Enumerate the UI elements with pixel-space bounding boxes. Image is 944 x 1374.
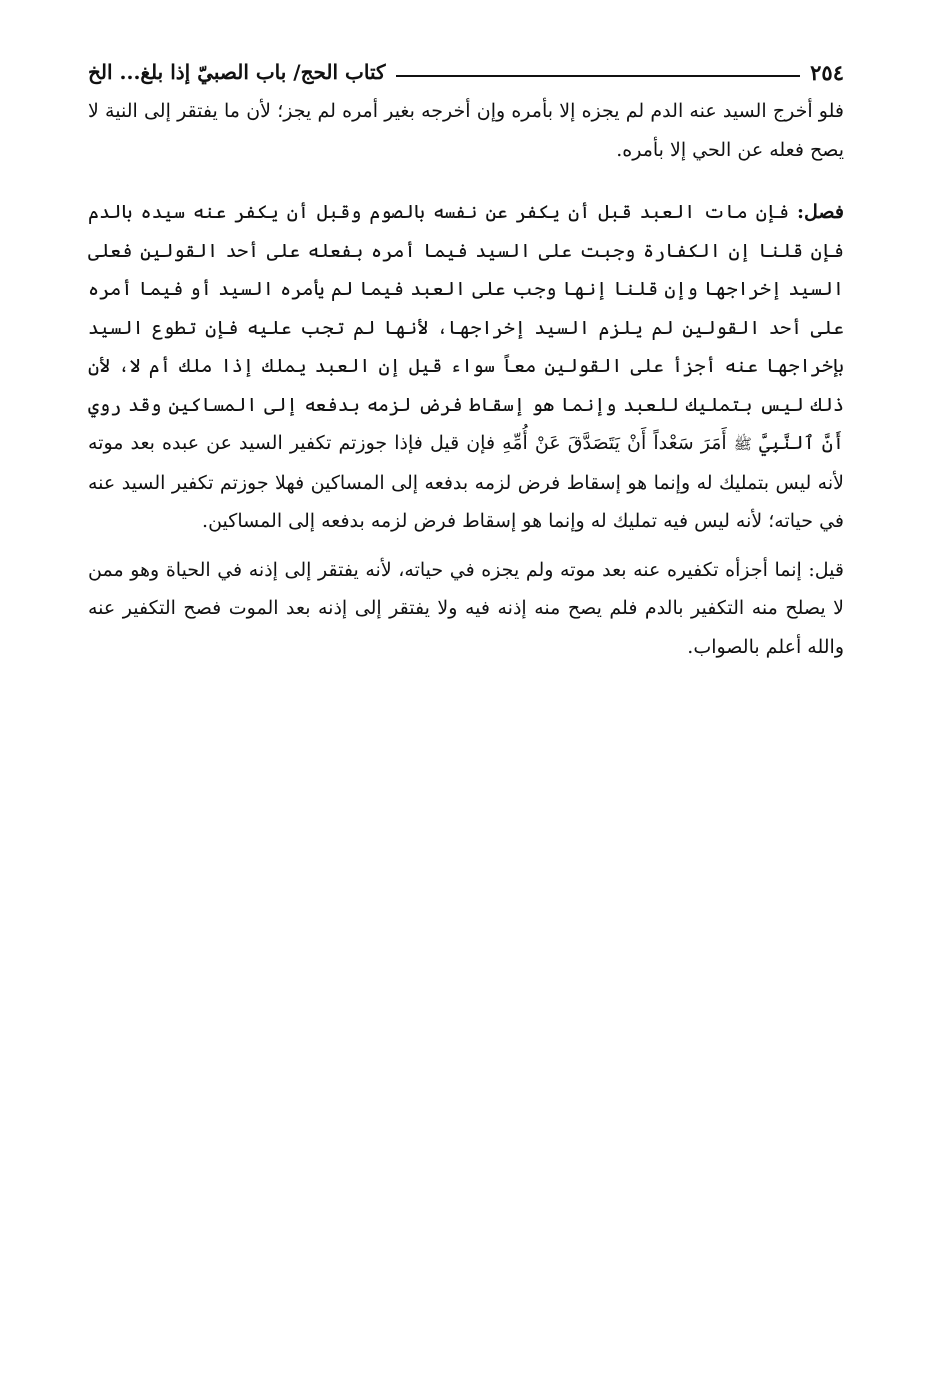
- salla-glyph: ﷺ: [733, 435, 752, 453]
- running-title: كتاب الحج/ باب الصبيّ إذا بلغ... الخ: [88, 60, 386, 84]
- page-number: ٢٥٤: [810, 59, 844, 85]
- paragraph-3: قيل: إنما أجزأه تكفيره عنه بعد موته ولم يجزه في حياته، لأنه يفتقر إلى إذنه في الحياة وهو ممن لا يصلح منه التكفير بالدم فلم يصح منه إذنه فيه ولا يفتقر إلى إذنه بعد الموت فصح التكفير عنه والله أعلم بالصواب.: [88, 558, 844, 658]
- page-header: [88, 52, 844, 92]
- hadith-quote: أَمَرَ سَعْداً أَنْ يَتَصَدَّقَ عَنْ أُمِّهِ: [502, 432, 734, 454]
- header-rule: [396, 75, 801, 77]
- paragraph-2-text-b: فإن قيل فإذا جوزتم تكفير السيد عن عبده بعد موته لأنه ليس بتمليك له وإنما هو إسقاط فرض لزمه بدفعه إلى المساكين فهلا جوزتم تكفير السيد عنه في حياته؛ لأنه ليس فيه تمليك له وإنما هو إسقاط فرض لزمه بدفعه إلى المساكين.: [88, 432, 844, 532]
- paragraph-1: فلو أخرج السيد عنه الدم لم يجزه إلا بأمره وإن أخرجه بغير أمره لم يجز؛ لأن ما يفتقر إلى النية لا يصح فعله عن الحي إلا بأمره.: [88, 100, 844, 161]
- page: [88, 52, 844, 666]
- paragraph-2-text-a: فإن مات العبد قبل أن يكفر عن نفسه بالصوم وقبل أن يكفر عنه سيده بالدم فإن قلنا إن الكفارة وجبت على السيد فيما أمره بفعله على أحد القولين فعلى السيد إخراجها وإن قلنا إنها وجب على العبد فيما لم يأمره السيد أو فيما أمره على أحد القولين لم يلزم السيد إخراجها، لأنها لم تجب عليه فإن تطوع السيد بإخراجها عنه أجزأ على القولين معاً سواء قيل إن العبد يملك إذا ملك أم لا، لأن ذلك ليس بتمليك للعبد وإنما هو إسقاط فرض لزمه بدفعه إلى المساكين وقد روي أَنَّ ٱلنَّبِيَّ: [88, 201, 845, 454]
- section-label: فصل:: [797, 201, 844, 223]
- paragraph-2: [88, 193, 844, 541]
